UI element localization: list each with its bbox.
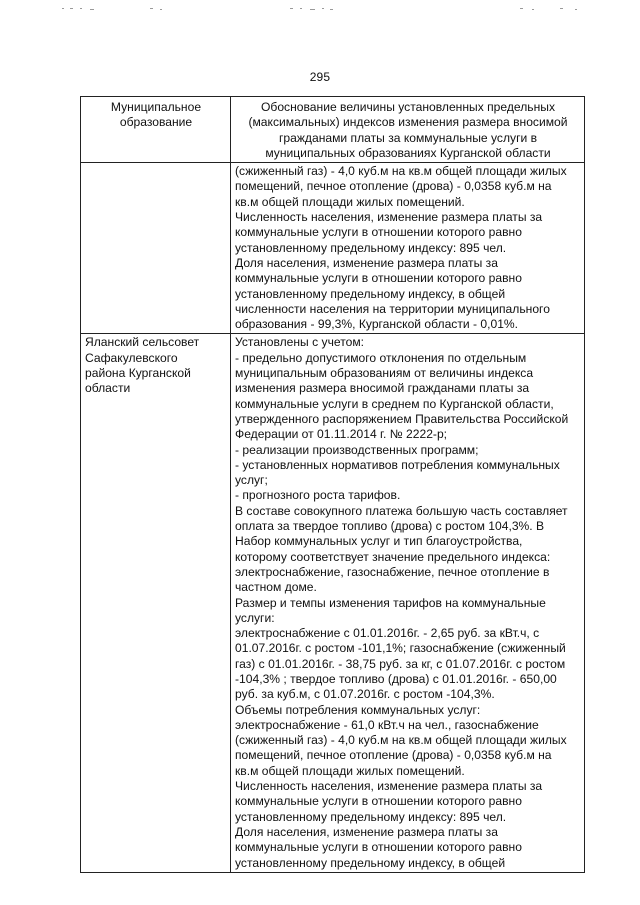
cell-text-line: электроснабжение с 01.01.2016г. - 2,65 руб. за кВт.ч, с [235, 626, 540, 641]
header-text-line: гражданами платы за коммунальные услуги в [278, 130, 538, 145]
cell-text-line: Набор коммунальных услуг и тип благоустройства, [235, 534, 523, 549]
cell-text-line: муниципальным образованиям от величины индекса [235, 366, 534, 381]
cell-text-line: услуг; [235, 473, 268, 488]
cell-text-line: (сжиженный газ) - 4,0 куб.м на кв.м общей площади жилых [235, 733, 567, 748]
cell-text-line: услуги: [235, 610, 275, 625]
table-row [81, 163, 585, 334]
cell-text-line: Объемы потребления коммунальных услуг: [235, 702, 481, 717]
cell-text-line: образования - 99,3%, Курганской области - 0,01%. [235, 317, 519, 332]
municipality-cell [81, 163, 231, 334]
municipality-text-line: Яланский сельсовет [85, 335, 200, 350]
cell-text-line: 01.07.2016г. с ростом -101,1%; газоснабжение (сжиженный [235, 641, 566, 656]
cell-text-line: -104,3% ; твердое топливо (дрова) с 01.01.2016г. - 650,00 [235, 671, 557, 686]
cell-text-line: Федерации от 01.11.2014 г. № 2222-р; [235, 427, 448, 442]
cell-text-line: - реализации производственных программ; [235, 442, 479, 457]
cell-text-line: - прогнозного роста тарифов. [235, 488, 401, 503]
cell-text-line: установленному предельному индексу: 895 чел. [235, 809, 507, 824]
cell-text-line: коммунальные услуги в отношении которого равно [235, 840, 522, 855]
cell-text-line: утвержденного распоряжением Правительства Российской [235, 411, 569, 426]
municipality-cell [81, 334, 231, 872]
header-text-line: Муниципальное [110, 100, 202, 114]
municipality-text-line: Сафакулевского [85, 350, 178, 365]
tariff-justification-table [80, 96, 585, 873]
cell-text-line: частном доме. [235, 580, 317, 595]
cell-text-line: коммунальные услуги в отношении которого равно [235, 794, 522, 809]
page-number: 295 [309, 70, 331, 84]
cell-text-line: электроснабжение, газоснабжение, печное отопление в [235, 564, 550, 579]
cell-text-line: помещений, печное отопление (дрова) - 0,0358 куб.м на [235, 748, 552, 763]
cell-text-line: электроснабжение - 61,0 кВт.ч на чел., газоснабжение [235, 717, 539, 732]
cell-text-line: Размер и темпы изменения тарифов на коммунальные [235, 595, 546, 610]
cell-text-line: коммунальные услуги в среднем по Курганской области, [235, 396, 554, 411]
cell-text-line: установленному предельному индексу: 895 чел. [235, 240, 507, 255]
municipality-text-line: области [85, 381, 131, 396]
cell-text-line: численности населения на территории муниципального [235, 301, 550, 316]
header-text-line: муниципальных образованиях Курганской области [265, 145, 551, 160]
municipality-text-line: района Курганской [85, 366, 191, 381]
cell-text-line: газ) с 01.01.2016г. - 38,75 руб. за кг, с 01.07.2016г. с ростом [235, 656, 566, 671]
cell-text-line: - предельно допустимого отклонения по отдельным [235, 350, 527, 365]
scan-artifact-marks [0, 6, 640, 12]
cell-text-line: установленному предельному индексу, в общей [235, 855, 506, 870]
cell-text-line: изменения размера вносимой гражданами платы за [235, 381, 530, 396]
header-text-line: (максимальных) индексов изменения размера вносимой [248, 115, 568, 130]
cell-text-line: Установлены с учетом: [235, 335, 364, 350]
cell-text-line: оплата за твердое топливо (дрова) с ростом 104,3%. В [235, 519, 545, 534]
cell-text-line: Доля населения, изменение размера платы за [235, 255, 498, 270]
cell-text-line: кв.м общей площади жилых помещений. [235, 763, 465, 778]
table-row [81, 334, 585, 872]
justification-cell [231, 334, 585, 872]
header-text-line: Обоснование величины установленных предельных [260, 100, 556, 114]
table-header-row [81, 97, 585, 163]
cell-text-line: Доля населения, изменение размера платы за [235, 824, 498, 839]
cell-text-line: коммунальные услуги в отношении которого равно [235, 225, 522, 240]
header-justification [231, 97, 585, 163]
header-text-line: образование [119, 115, 193, 130]
justification-cell [231, 163, 585, 334]
cell-text-line: установленному предельному индексу, в общей [235, 286, 506, 301]
cell-text-line: руб. за куб.м, с 01.07.2016г. с ростом -104,3%. [235, 687, 495, 702]
cell-text-line: Численность населения, изменение размера платы за [235, 210, 543, 225]
cell-text-line: помещений, печное отопление (дрова) - 0,0358 куб.м на [235, 179, 552, 194]
cell-text-line: - установленных нормативов потребления коммунальных [235, 457, 560, 472]
cell-text-line: которому соответствует значение предельного индекса: [235, 549, 551, 564]
header-municipality [81, 97, 231, 163]
cell-text-line: В составе совокупного платежа большую часть составляет [235, 503, 568, 518]
cell-text-line: (сжиженный газ) - 4,0 куб.м на кв.м общей площади жилых [235, 164, 567, 179]
cell-text-line: коммунальные услуги в отношении которого равно [235, 271, 522, 286]
cell-text-line: кв.м общей площади жилых помещений. [235, 194, 465, 209]
cell-text-line: Численность населения, изменение размера платы за [235, 779, 543, 794]
